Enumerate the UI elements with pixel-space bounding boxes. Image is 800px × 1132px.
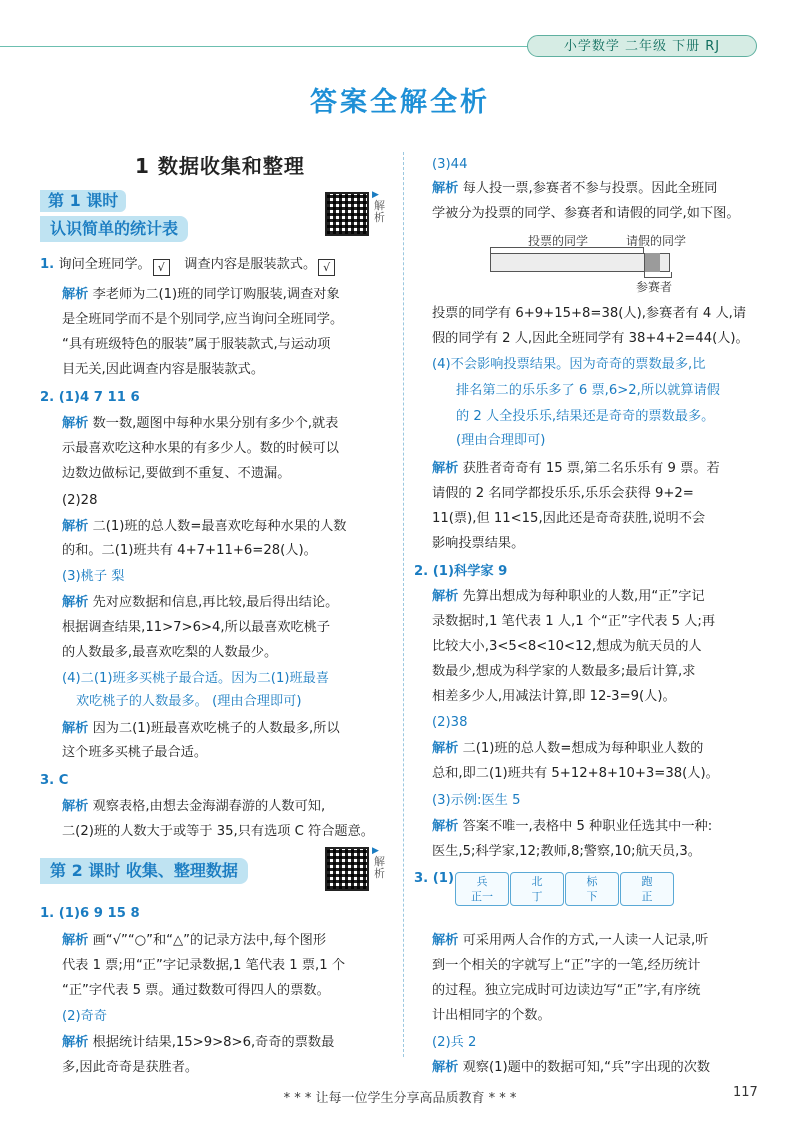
text-line: 解析 观察表格,由想去金海湖春游的人数可知, bbox=[62, 799, 326, 814]
text-line: 总和,即二(1)班共有 5+12+8+10+3=38(人)。 bbox=[432, 766, 719, 781]
text-line: 二(2)班的人数大于或等于 35,只有选项 C 符合题意。 bbox=[62, 824, 374, 839]
text-line: 解析 二(1)班的总人数=想成为每种职业人数的 bbox=[432, 741, 704, 756]
lesson2-title: 第 2 课时 收集、整理数据 bbox=[40, 858, 248, 884]
text-line: 边数边做标记,要做到不重复、不遗漏。 bbox=[62, 466, 291, 481]
text-line: 的过程。独立完成时可边读边写“正”字,有序统 bbox=[432, 983, 701, 998]
text-line: “具有班级特色的服装”属于服装款式,与运动项 bbox=[62, 337, 331, 352]
check-icon: √ bbox=[318, 259, 335, 276]
text-line: 2. (1)4 7 11 6 bbox=[40, 390, 140, 405]
qr-code-icon[interactable] bbox=[325, 192, 369, 236]
text-line: 假的同学有 2 人,因此全班同学有 38+4+2=44(人)。 bbox=[432, 331, 749, 346]
text-line: 排名第二的乐乐多了 6 票,6>2,所以就算请假 bbox=[456, 383, 720, 398]
card-tally: 下 bbox=[586, 890, 598, 903]
left-q1: 1. 询问全班同学。 √ 调查内容是服装款式。 √ bbox=[40, 256, 337, 276]
analysis-label: 解析 bbox=[62, 519, 89, 534]
tally-card bbox=[455, 872, 509, 906]
text-line: 数最少,想成为科学家的人数最多;最后计算,求 bbox=[432, 664, 696, 679]
analysis-label: 解析 bbox=[62, 1035, 89, 1050]
text-line: 解析 因为二(1)班最喜欢吃桃子的人数最多,所以 bbox=[62, 721, 340, 736]
text-line: 根据调查结果,11>7>6>4,所以最喜欢吃桃子 bbox=[62, 620, 331, 635]
text-line: 医生,5;科学家,12;教师,8;警察,10;航天员,3。 bbox=[432, 844, 701, 859]
text-line: 3. (1) bbox=[414, 871, 455, 886]
chapter-title: 1 数据收集和整理 bbox=[135, 154, 305, 178]
text-line: 解析 画“√”“○”和“△”的记录方法中,每个图形 bbox=[62, 933, 327, 948]
text-line: 目无关,因此调查内容是服装款式。 bbox=[62, 362, 265, 377]
qr-label: 解析 bbox=[374, 855, 385, 880]
text-line: (2)28 bbox=[62, 493, 98, 508]
text-line: 影响投票结果。 bbox=[432, 536, 525, 551]
text-line: 是全班同学而不是个别同学,应当询问全班同学。 bbox=[62, 312, 344, 327]
tally-card bbox=[565, 872, 619, 906]
text-line: 2. (1)科学家 9 bbox=[414, 564, 508, 579]
text-line: 解析 李老师为二(1)班的同学订购服装,调查对象 bbox=[62, 287, 340, 302]
diagram-label-voters: 投票的同学 bbox=[528, 234, 589, 248]
text-line: 3. C bbox=[40, 773, 69, 788]
text-line: 的人数最多,最喜欢吃梨的人数最少。 bbox=[62, 645, 278, 660]
text-line: (3)44 bbox=[432, 157, 468, 172]
text-line: 解析 数一数,题图中每种水果分别有多少个,就表 bbox=[62, 416, 339, 431]
text-line: 欢吃桃子的人数最多。 (理由合理即可) bbox=[76, 694, 302, 709]
text-line: 解析 二(1)班的总人数=最喜欢吃每种水果的人数 bbox=[62, 519, 347, 534]
text-line: 学被分为投票的同学、参赛者和请假的同学,如下图。 bbox=[432, 206, 740, 221]
text-line: 这个班多买桃子最合适。 bbox=[62, 745, 208, 760]
text-line: 请假的 2 名同学都投乐乐,乐乐会获得 9+2= bbox=[432, 486, 694, 501]
analysis-label: 解析 bbox=[432, 1060, 459, 1075]
analysis-label: 解析 bbox=[62, 595, 89, 610]
card-char: 北 bbox=[531, 875, 543, 888]
subject-badge: 小学数学 二年级 下册 RJ bbox=[527, 35, 757, 57]
column-divider bbox=[403, 152, 404, 1057]
text-line: (4)二(1)班多买桃子最合适。因为二(1)班最喜 bbox=[62, 671, 330, 686]
lesson1-label: 第 1 课时 bbox=[40, 190, 126, 212]
text-line: 解析 获胜者奇奇有 15 票,第二名乐乐有 9 票。若 bbox=[432, 461, 720, 476]
analysis-label: 解析 bbox=[62, 721, 89, 736]
analysis-label: 解析 bbox=[62, 287, 89, 302]
analysis-label: 解析 bbox=[62, 416, 89, 431]
text-line: 解析 每人投一票,参赛者不参与投票。因此全班同 bbox=[432, 181, 718, 196]
card-tally: 正 bbox=[641, 890, 653, 903]
card-tally: 丁 bbox=[531, 890, 543, 903]
text-line: 解析 先算出想成为每种职业的人数,用“正”字记 bbox=[432, 589, 705, 604]
text-line: 解析 根据统计结果,15>9>8>6,奇奇的票数最 bbox=[62, 1035, 335, 1050]
text-line: 解析 可采用两人合作的方式,一人读一人记录,听 bbox=[432, 933, 709, 948]
card-char: 标 bbox=[586, 875, 598, 888]
page-title: 答案全解全析 bbox=[310, 87, 490, 118]
text-line: 的和。二(1)班共有 4+7+11+6=28(人)。 bbox=[62, 543, 317, 558]
analysis-label: 解析 bbox=[432, 741, 459, 756]
text-line: 录数据时,1 笔代表 1 人,1 个“正”字代表 5 人;再 bbox=[432, 614, 716, 629]
play-icon: ▶ bbox=[372, 846, 379, 856]
footer-slogan: * * * 让每一位学生分享高品质教育 * * * bbox=[283, 1091, 517, 1106]
analysis-label: 解析 bbox=[62, 799, 89, 814]
text-line: (2)38 bbox=[432, 715, 468, 730]
qr-code-icon[interactable] bbox=[325, 847, 369, 891]
text-line: 多,因此奇奇是获胜者。 bbox=[62, 1060, 199, 1075]
text-line: (4)不会影响投票结果。因为奇奇的票数最多,比 bbox=[432, 357, 706, 372]
tally-card bbox=[510, 872, 564, 906]
text-line: 解析 答案不唯一,表格中 5 种职业任选其中一种: bbox=[432, 819, 713, 834]
diagram-label-absent: 请假的同学 bbox=[626, 234, 687, 248]
header-rule bbox=[0, 46, 528, 47]
text-line: (2)兵 2 bbox=[432, 1035, 477, 1050]
text-line: 投票的同学有 6+9+15+8=38(人),参赛者有 4 人,请 bbox=[432, 306, 747, 321]
diagram-label-participants: 参赛者 bbox=[636, 280, 673, 294]
diagram-bar bbox=[490, 253, 670, 272]
text-line: 计出相同字的个数。 bbox=[432, 1008, 551, 1023]
text-line: 示最喜欢吃这种水果的有多少人。数的时候可以 bbox=[62, 441, 339, 456]
text-line: (3)示例:医生 5 bbox=[432, 793, 521, 808]
analysis-label: 解析 bbox=[432, 933, 459, 948]
tally-card bbox=[620, 872, 674, 906]
lesson1-title: 认识简单的统计表 bbox=[40, 216, 188, 242]
analysis-label: 解析 bbox=[432, 589, 459, 604]
text-line: (理由合理即可) bbox=[456, 433, 546, 448]
text-line: 解析 先对应数据和信息,再比较,最后得出结论。 bbox=[62, 595, 339, 610]
text-line: 比较大小,3<5<8<10<12,想成为航天员的人 bbox=[432, 639, 702, 654]
page-number: 117 bbox=[733, 1085, 758, 1100]
analysis-label: 解析 bbox=[432, 819, 459, 834]
card-char: 跑 bbox=[641, 875, 653, 888]
analysis-label: 解析 bbox=[432, 461, 459, 476]
check-icon: √ bbox=[153, 259, 170, 276]
card-tally: 正一 bbox=[471, 890, 493, 903]
text-line: 解析 观察(1)题中的数据可知,“兵”字出现的次数 bbox=[432, 1060, 711, 1075]
text-line: 的 2 人全投乐乐,结果还是奇奇的票数最多。 bbox=[456, 409, 715, 424]
play-icon: ▶ bbox=[372, 190, 379, 200]
text-line: 11(票),但 11<15,因此还是奇奇获胜,说明不会 bbox=[432, 511, 706, 526]
analysis-label: 解析 bbox=[62, 933, 89, 948]
text-line: 代表 1 票;用“正”字记录数据,1 笔代表 1 票,1 个 bbox=[62, 958, 346, 973]
text-line: 到一个相关的字就写上“正”字的一笔,经历统计 bbox=[432, 958, 701, 973]
card-char: 兵 bbox=[476, 875, 488, 888]
text-line: 1. (1)6 9 15 8 bbox=[40, 906, 140, 921]
diagram-segment bbox=[644, 253, 660, 272]
analysis-label: 解析 bbox=[432, 181, 459, 196]
text-line: (2)奇奇 bbox=[62, 1009, 108, 1024]
qr-label: 解析 bbox=[374, 199, 385, 224]
text-line: “正”字代表 5 票。通过数数可得四人的票数。 bbox=[62, 983, 330, 998]
text-line: 相差多少人,用减法计算,即 12-3=9(人)。 bbox=[432, 689, 676, 704]
text-line: (3)桃子 梨 bbox=[62, 569, 125, 584]
